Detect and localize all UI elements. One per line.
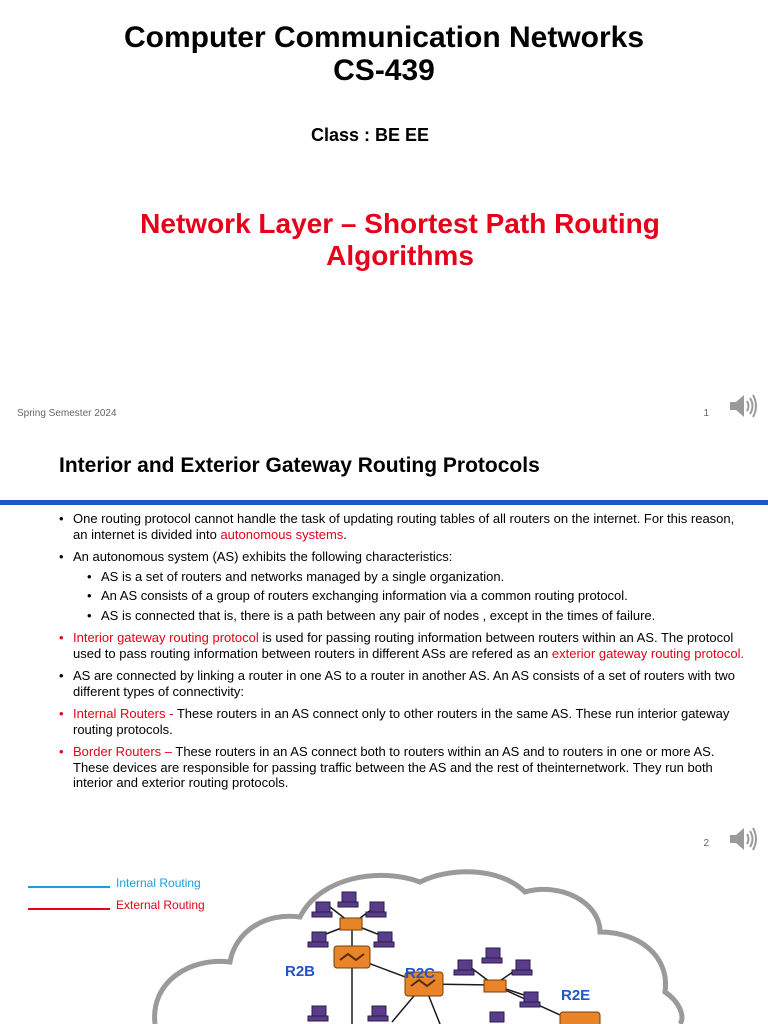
speaker-icon[interactable] — [726, 390, 758, 422]
bullet-highlight: Interior gateway routing protocol — [73, 630, 259, 645]
sub-bullet-item: • AS is a set of routers and networks managed by a single organization. — [87, 569, 747, 585]
bullet-list — [57, 511, 747, 798]
bullet-item — [57, 744, 747, 791]
slide-number: 1 — [703, 408, 709, 419]
router-r2e-icon — [560, 1012, 600, 1024]
course-title — [0, 21, 768, 87]
bullet-text-end: . — [343, 526, 347, 542]
bullet-highlight: Border Routers – — [73, 744, 172, 759]
sub-bullet-list — [73, 569, 747, 624]
network-diagram — [0, 862, 768, 1024]
speaker-icon[interactable] — [726, 823, 758, 855]
class-label: Class : BE EE — [310, 125, 430, 145]
autonomous-system-cloud — [155, 872, 682, 1024]
slide-title: Interior and Exterior Gateway Routing Protocols — [59, 454, 540, 477]
bullet-highlight: exterior gateway routing protocol. — [551, 645, 745, 661]
slide-3 — [0, 862, 768, 1024]
bullet-item — [57, 630, 747, 661]
router-label-r2c: R2C — [405, 965, 436, 982]
external-routing-legend: External Routing — [116, 898, 205, 912]
footer-semester: Spring Semester 2024 — [17, 408, 117, 419]
bullet-text: These routers in an AS connect both to routers within an AS and to routers in one or more AS. These devices are responsible for passing traffic between the AS and the rest of theinternetwork. They run both interior and exterior routing protocols. — [73, 744, 715, 790]
course-code: CS-439 — [333, 54, 435, 87]
bullet-item — [57, 511, 747, 542]
sub-bullet-item: • An AS consists of a group of routers exchanging information via a common routing protocol. — [87, 588, 747, 604]
hub-icon — [484, 980, 506, 992]
lecture-topic-line1: Network Layer – Shortest Path Routing — [140, 208, 660, 239]
bullet-text: is used for passing routing information between routers within an AS. The protocol used to pass routing information between routers in different ASs are refered as an — [73, 630, 734, 661]
sub-bullet-item: • AS is connected that is, there is a path between any pair of nodes , except in the times of failure. — [87, 608, 747, 624]
bullet-highlight: autonomous systems — [220, 526, 344, 542]
router-label-r2b: R2B — [285, 963, 316, 980]
router-label-r2e: R2E — [561, 987, 591, 1004]
course-title-line1: Computer Communication Networks — [123, 21, 645, 54]
bullet-text: An autonomous system (AS) exhibits the following characteristics: — [73, 549, 453, 564]
bullet-text: AS are connected by linking a router in one AS to a router in another AS. An AS consists of a set of routers with two different types of connectivity: — [73, 668, 735, 699]
internal-routing-legend: Internal Routing — [116, 876, 201, 890]
slide-2 — [0, 432, 768, 862]
slide-number: 2 — [703, 838, 709, 849]
title-divider — [0, 500, 768, 505]
bullet-text: These routers in an AS connect only to other routers in the same AS. These run interior gateway routing protocols. — [73, 706, 730, 737]
bullet-item — [57, 706, 747, 737]
bullet-highlight: Internal Routers - — [73, 706, 174, 721]
lecture-topic — [0, 208, 768, 272]
bullet-item — [57, 549, 747, 623]
slide-1 — [0, 0, 768, 432]
bullet-item — [57, 668, 747, 699]
lecture-topic-line2: Algorithms — [326, 240, 474, 271]
bullet-text: One routing protocol cannot handle the task of updating routing tables of all routers on the internet. For this reason, an internet is divided into — [73, 511, 735, 542]
router-r2b-icon — [334, 946, 370, 968]
hub-icon — [340, 918, 362, 930]
